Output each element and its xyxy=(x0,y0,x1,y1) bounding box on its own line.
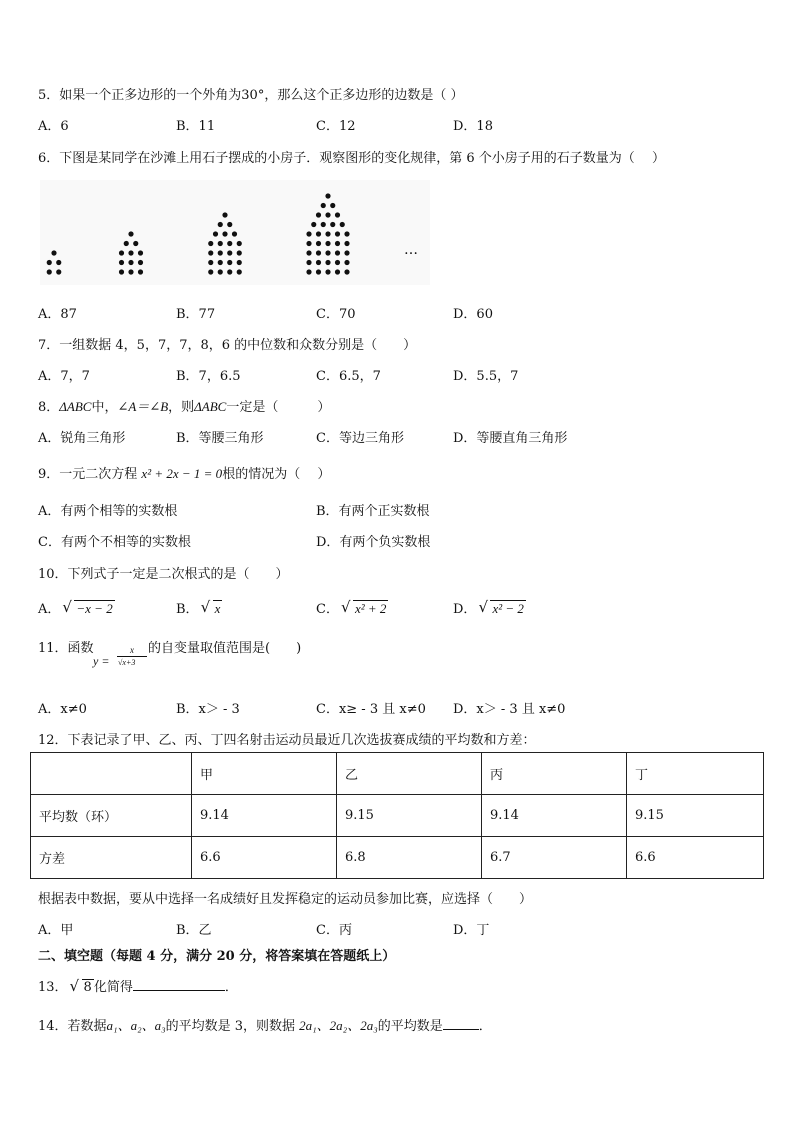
fraction-bar xyxy=(117,656,147,657)
q8-triangle: ΔABC xyxy=(59,399,92,414)
stone-dot xyxy=(119,269,124,274)
stone-dot xyxy=(119,260,124,265)
table-cell: 9.15 xyxy=(337,795,482,837)
stone-dot xyxy=(138,250,143,255)
table-cell: 9.14 xyxy=(482,795,627,837)
q12-option-b: B．乙 xyxy=(176,923,212,938)
stone-dot xyxy=(316,269,321,274)
scores-table xyxy=(30,752,764,879)
stone-dot xyxy=(335,250,340,255)
q8-condition: ∠A＝∠B xyxy=(117,399,169,414)
stone-dot xyxy=(325,250,330,255)
sqrt-sign: √ x² + 2 xyxy=(340,598,387,616)
table-row xyxy=(31,837,764,879)
stone-dot xyxy=(340,222,345,227)
stone-dot xyxy=(325,269,330,274)
table-cell: 方差 xyxy=(31,837,192,879)
q6-option-a: A．87 xyxy=(38,307,77,322)
q13-end: ． xyxy=(224,980,238,995)
stone-dot xyxy=(335,231,340,236)
stone-dot xyxy=(227,250,232,255)
q12-option-c: C．丙 xyxy=(316,923,352,938)
table-cell: 9.15 xyxy=(627,795,764,837)
q6-option-b: B．77 xyxy=(176,307,216,322)
table-cell: 平均数（环） xyxy=(31,795,192,837)
q8-option-d: D．等腰直角三角形 xyxy=(453,431,568,446)
table-header-cell: 乙 xyxy=(337,753,482,795)
stone-dot xyxy=(56,260,61,265)
stone-dot xyxy=(227,241,232,246)
sqrt-sign: √ x² − 2 xyxy=(478,598,524,616)
q5-option-c: C．12 xyxy=(316,119,356,134)
stone-dot xyxy=(237,250,242,255)
q8-option-b: B．等腰三角形 xyxy=(176,431,264,446)
q12-followup: 根据表中数据，要从中选择一名成绩好且发挥稳定的运动员参加比赛，应选择（ ） xyxy=(38,892,533,907)
q11-option-d: D．x＞ - 3 且 x≠0 xyxy=(453,702,566,717)
stone-dot xyxy=(325,260,330,265)
stone-dot xyxy=(335,212,340,217)
stone-dot xyxy=(218,250,223,255)
figure-ellipsis: … xyxy=(404,242,418,258)
q5-option-b: B．11 xyxy=(176,119,216,134)
stone-dot xyxy=(335,269,340,274)
stone-dot xyxy=(325,193,330,198)
stone-dot xyxy=(330,203,335,208)
q11-option-b: B．x＞ - 3 xyxy=(176,702,240,717)
q5-stem: 5．如果一个正多边形的一个外角为30°，那么这个正多边形的边数是（ ） xyxy=(38,88,464,103)
q14-suffix: 的平均数是 xyxy=(377,1019,443,1034)
stone-dot xyxy=(218,222,223,227)
q10-radicand-c: x² + 2 xyxy=(354,601,387,616)
q8-middle2: ，则 xyxy=(168,400,195,415)
q14-data1: a₁、a₂、a₃ xyxy=(106,1018,166,1033)
stone-dot xyxy=(330,222,335,227)
table-cell: 6.6 xyxy=(192,837,337,879)
stone-dot xyxy=(316,231,321,236)
stone-dot xyxy=(325,241,330,246)
q13-suffix: 化简得 xyxy=(93,980,133,995)
stone-dot xyxy=(335,260,340,265)
stone-dot xyxy=(208,241,213,246)
stone-dot xyxy=(237,269,242,274)
stone-dot xyxy=(222,212,227,217)
table-header-cell: 丙 xyxy=(482,753,627,795)
stone-dot xyxy=(227,260,232,265)
q14-stem xyxy=(38,1015,492,1034)
q12-stem: 12．下表记录了甲、乙、丙、丁四名射击运动员最近几次选拔赛成绩的平均数和方差： xyxy=(38,733,536,748)
q11-y-eq: y = xyxy=(93,654,110,668)
q10-option-d-label: D． xyxy=(453,602,477,617)
stone-dot xyxy=(311,222,316,227)
q9-prefix: 9．一元二次方程 xyxy=(38,467,138,482)
stone-dot xyxy=(344,269,349,274)
q6-stem: 6．下图是某同学在沙滩上用石子摆成的小房子．观察图形的变化规律，第 6 个小房子用的石子数量为（ ） xyxy=(38,151,665,166)
stone-dot xyxy=(47,269,52,274)
stone-dot xyxy=(218,260,223,265)
q9-option-b: B．有两个正实数根 xyxy=(316,504,430,519)
q8-option-c: C．等边三角形 xyxy=(316,431,404,446)
stone-dot xyxy=(56,269,61,274)
stone-dot xyxy=(306,260,311,265)
q9-suffix: 根的情况为（ ） xyxy=(222,467,331,482)
table-row xyxy=(31,795,764,837)
stone-dot xyxy=(213,231,218,236)
q9-option-a: A．有两个相等的实数根 xyxy=(38,504,178,519)
stone-dot xyxy=(321,203,326,208)
q11-suffix: 的自变量取值范围是( ) xyxy=(148,641,302,656)
q10-radicand-b: x xyxy=(214,601,221,616)
q10-option-d xyxy=(453,598,526,617)
table-header-cell: 丁 xyxy=(627,753,764,795)
q8-triangle2: ΔABC xyxy=(194,399,227,414)
stone-dot xyxy=(208,269,213,274)
stone-dot xyxy=(128,250,133,255)
stone-dot xyxy=(218,269,223,274)
q14-data2: 2a₁、2a₂、2a₃ xyxy=(299,1018,378,1033)
stone-dot xyxy=(138,260,143,265)
stone-houses-figure xyxy=(40,180,430,285)
q7-stem: 7．一组数据 4，5，7，7，8，6 的中位数和众数分别是（ ） xyxy=(38,338,417,353)
stone-dot xyxy=(237,260,242,265)
stone-dot xyxy=(227,269,232,274)
stone-dot xyxy=(138,269,143,274)
stone-dot xyxy=(316,241,321,246)
table-header-row xyxy=(31,753,764,795)
stone-dot xyxy=(335,241,340,246)
q7-option-a: A．7，7 xyxy=(38,369,90,384)
q8-stem xyxy=(38,396,330,415)
q11-denominator: √x+3 xyxy=(118,658,136,667)
q11-option-c: C．x≥ - 3 且 x≠0 xyxy=(316,702,426,717)
q14-end: ． xyxy=(478,1019,492,1034)
q12-option-a: A．甲 xyxy=(38,923,74,938)
q9-stem xyxy=(38,463,330,482)
stone-dot xyxy=(306,241,311,246)
q7-option-b: B．7，6.5 xyxy=(176,369,241,384)
q11-numerator: x xyxy=(130,645,134,655)
stone-dot xyxy=(344,241,349,246)
sqrt-sign: √ −x − 2 xyxy=(62,598,113,616)
q7-option-c: C．6.5，7 xyxy=(316,369,381,384)
q14-middle: 的平均数是 3，则数据 xyxy=(165,1019,296,1034)
stone-dot xyxy=(316,260,321,265)
q13-stem xyxy=(38,976,238,995)
sqrt-sign: √ 8 xyxy=(69,977,92,995)
q6-option-d: D．60 xyxy=(453,307,493,322)
q11-function xyxy=(93,645,149,671)
q8-option-a: A．锐角三角形 xyxy=(38,431,126,446)
q8-suffix: 一定是（ ） xyxy=(226,400,331,415)
q10-stem: 10．下列式子一定是二次根式的是（ ） xyxy=(38,567,289,582)
stone-dot xyxy=(208,260,213,265)
q11-prefix: 11．函数 xyxy=(38,641,94,656)
q7-option-d: D．5.5，7 xyxy=(453,369,519,384)
answer-blank[interactable] xyxy=(443,1017,479,1030)
stone-dot xyxy=(47,260,52,265)
stone-dot xyxy=(128,260,133,265)
q11-option-a: A．x≠0 xyxy=(38,702,87,717)
q10-radicand-d: x² − 2 xyxy=(492,601,524,616)
stone-dot xyxy=(344,231,349,236)
stone-dot xyxy=(51,250,56,255)
q5-option-d: D．18 xyxy=(453,119,493,134)
stone-dot xyxy=(208,250,213,255)
stone-dot xyxy=(124,241,129,246)
q8-middle: 中， xyxy=(91,400,118,415)
stone-dot xyxy=(344,260,349,265)
sqrt-sign: √ x xyxy=(200,598,221,616)
table-cell: 9.14 xyxy=(192,795,337,837)
q6-option-c: C．70 xyxy=(316,307,356,322)
stone-dot xyxy=(232,231,237,236)
stone-dot xyxy=(222,231,227,236)
q9-equation: x² + 2x − 1 = 0 xyxy=(141,466,223,481)
q12-option-d: D．丁 xyxy=(453,923,490,938)
q10-option-a-label: A． xyxy=(38,602,61,617)
q10-option-b-label: B． xyxy=(176,602,199,617)
q10-option-a xyxy=(38,598,115,617)
q9-option-c: C．有两个不相等的实数根 xyxy=(38,535,191,550)
stone-dot xyxy=(128,231,133,236)
stone-dot xyxy=(119,250,124,255)
q5-option-a: A．6 xyxy=(38,119,69,134)
stone-dot xyxy=(237,241,242,246)
table-header-cell xyxy=(31,753,192,795)
table-cell: 6.6 xyxy=(627,837,764,879)
stone-dot xyxy=(306,269,311,274)
table-header-cell: 甲 xyxy=(192,753,337,795)
stone-dot xyxy=(306,231,311,236)
stone-dot xyxy=(344,250,349,255)
stone-dot xyxy=(133,241,138,246)
stone-dot xyxy=(325,212,330,217)
q10-radicand-a: −x − 2 xyxy=(76,601,113,616)
table-cell: 6.7 xyxy=(482,837,627,879)
section-title: 二、填空题（每题 4 分，满分 20 分，将答案填在答题纸上） xyxy=(38,949,396,964)
q10-option-c xyxy=(316,598,388,617)
q8-prefix: 8． xyxy=(38,400,60,415)
answer-blank[interactable] xyxy=(133,978,225,991)
q13-prefix: 13． xyxy=(38,980,68,995)
stone-dot xyxy=(316,250,321,255)
stone-dot xyxy=(306,250,311,255)
q10-option-b xyxy=(176,598,222,617)
stone-dot xyxy=(128,269,133,274)
stone-dot xyxy=(325,231,330,236)
q9-option-d: D．有两个负实数根 xyxy=(316,535,431,550)
table-cell: 6.8 xyxy=(337,837,482,879)
stone-dot xyxy=(218,241,223,246)
q14-prefix: 14．若数据 xyxy=(38,1019,107,1034)
stone-dot xyxy=(227,222,232,227)
q13-radicand: 8 xyxy=(83,980,92,995)
stone-dot xyxy=(316,212,321,217)
q10-option-c-label: C． xyxy=(316,602,339,617)
stone-dot xyxy=(321,222,326,227)
